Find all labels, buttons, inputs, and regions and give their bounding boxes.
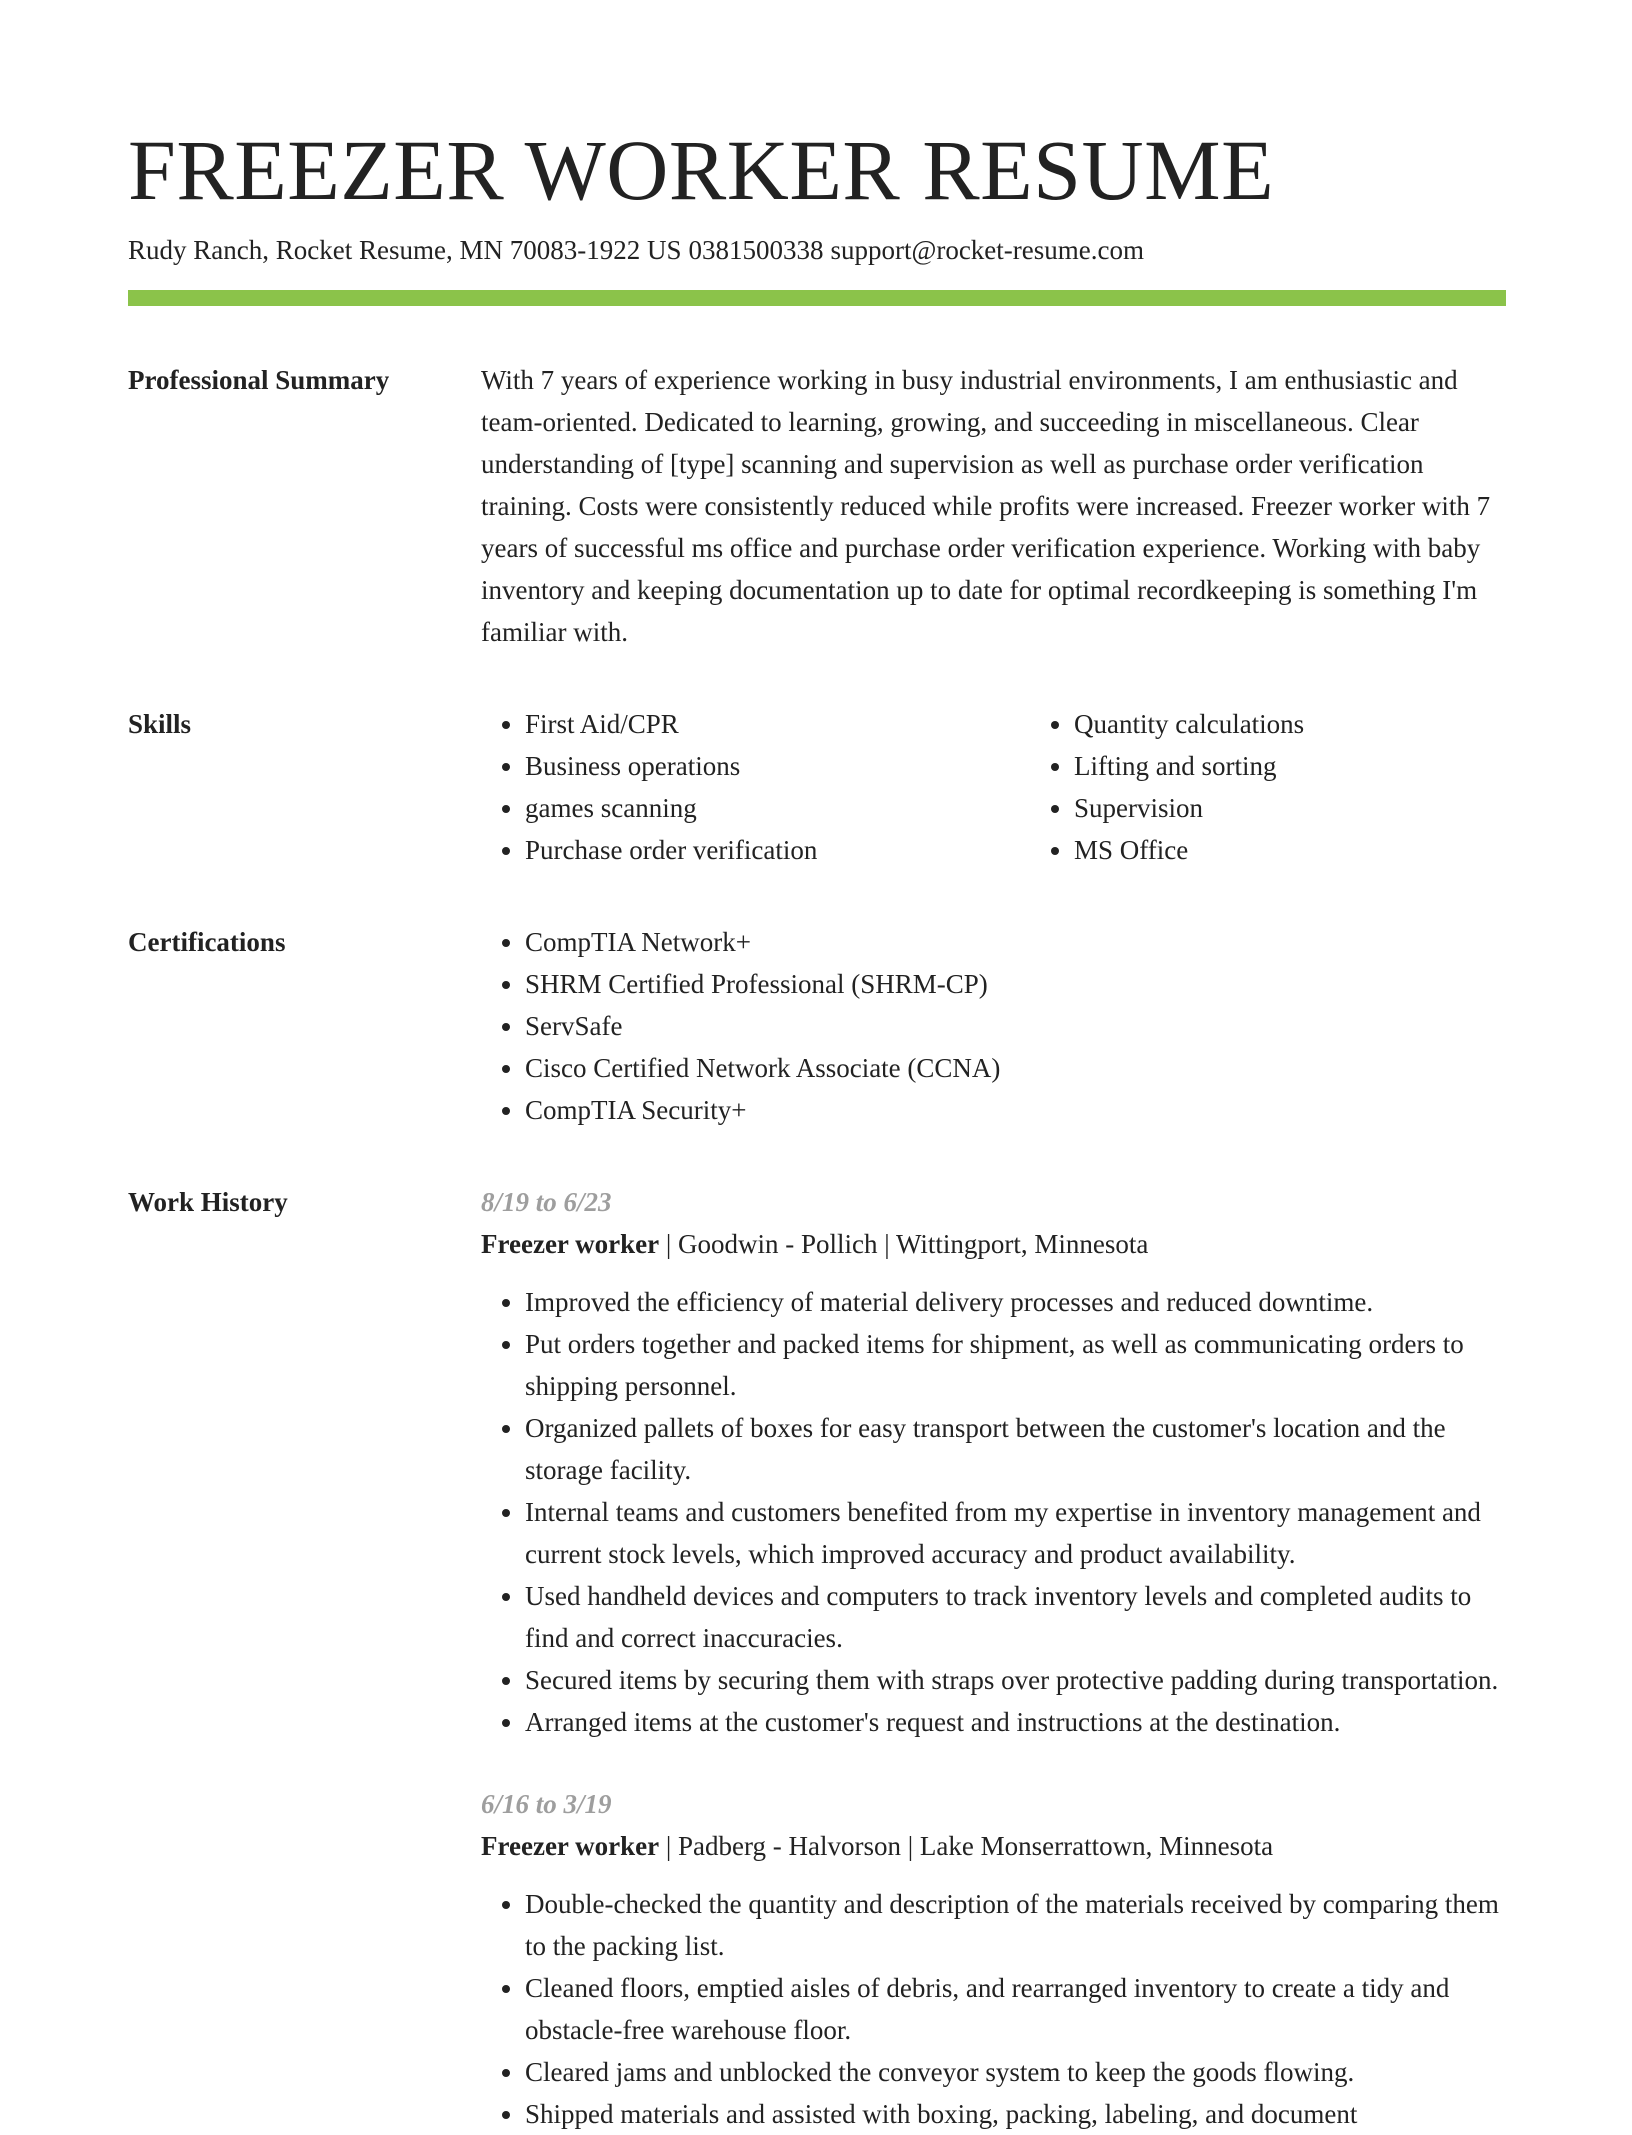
job-heading xyxy=(481,1223,1506,1265)
job-bullet: • Improved the efficiency of material delivery processes and reduced downtime. xyxy=(525,1281,1506,1323)
certification-item: • SHRM Certified Professional (SHRM-CP) xyxy=(525,963,1506,1005)
header-accent-rule xyxy=(128,290,1506,306)
skills-list-right xyxy=(1030,703,1579,871)
certifications-label: Certifications xyxy=(128,927,286,957)
skill-item: • Quantity calculations xyxy=(1074,703,1579,745)
certification-item: • Cisco Certified Network Associate (CCNA) xyxy=(525,1047,1506,1089)
skills-label: Skills xyxy=(128,709,192,739)
skill-item: • First Aid/CPR xyxy=(525,703,1030,745)
summary-label: Professional Summary xyxy=(128,365,390,395)
job-dates: 8/19 to 6/23 xyxy=(481,1187,612,1217)
certifications-section xyxy=(128,921,1506,1131)
skills-body xyxy=(481,703,1579,871)
skill-item: • Business operations xyxy=(525,745,1030,787)
summary-text: With 7 years of experience working in busy industrial environments, I am enthusiastic and team-oriented. Dedicated to learning, growing, and succeeding in miscellaneous. Clear understanding of [type] scanning and supervision as well as purchase order verification training. Costs were consistently reduced while profits were increased. Freezer worker with 7 years of successful ms office and purchase order verification experience. Working with baby inventory and keeping documentation up to date for optimal recordkeeping is something I'm familiar with. xyxy=(481,365,1491,647)
work-history-section xyxy=(128,1181,1506,2135)
contact-address: Rudy Ranch, Rocket Resume, MN 70083-1922 US xyxy=(128,235,682,265)
certification-item: • ServSafe xyxy=(525,1005,1506,1047)
certification-item: • CompTIA Security+ xyxy=(525,1089,1506,1131)
contact-phone: 0381500338 xyxy=(688,235,824,265)
job-heading xyxy=(481,1825,1506,1867)
job-bullet: • Double-checked the quantity and description of the materials received by comparing them to the packing list. xyxy=(525,1883,1506,1967)
job-bullet: • Arranged items at the customer's request and instructions at the destination. xyxy=(525,1701,1506,1743)
resume-page xyxy=(128,120,1506,2135)
summary-body xyxy=(481,359,1506,653)
job-bullet: • Used handheld devices and computers to track inventory levels and completed audits to find and correct inaccuracies. xyxy=(525,1575,1506,1659)
summary-section xyxy=(128,359,1506,653)
skill-item: • games scanning xyxy=(525,787,1030,829)
skill-item: • Lifting and sorting xyxy=(1074,745,1579,787)
contact-email: support@rocket-resume.com xyxy=(830,235,1144,265)
job-details: | Padberg - Halvorson | Lake Monserrattown, Minnesota xyxy=(659,1831,1274,1861)
job-bullet: • Internal teams and customers benefited from my expertise in inventory management and current stock levels, which improved accuracy and product availability. xyxy=(525,1491,1506,1575)
job-dates: 6/16 to 3/19 xyxy=(481,1789,612,1819)
resume-title: FREEZER WORKER RESUME xyxy=(128,122,1275,218)
job-entry xyxy=(481,1181,1506,1743)
job-details: | Goodwin - Pollich | Wittingport, Minnesota xyxy=(659,1229,1149,1259)
job-bullet: • Cleaned floors, emptied aisles of debris, and rearranged inventory to create a tidy and obstacle-free warehouse floor. xyxy=(525,1967,1506,2051)
work-history-label: Work History xyxy=(128,1187,288,1217)
job-title: Freezer worker xyxy=(481,1229,660,1259)
job-entry xyxy=(481,1783,1506,2135)
skills-list-left xyxy=(481,703,1030,871)
skill-item: • MS Office xyxy=(1074,829,1579,871)
contact-line xyxy=(128,232,1506,268)
certifications-body xyxy=(481,921,1506,1131)
job-title: Freezer worker xyxy=(481,1831,660,1861)
work-history-body xyxy=(481,1181,1506,2135)
skills-section xyxy=(128,703,1506,871)
job-bullet: • Secured items by securing them with straps over protective padding during transportation. xyxy=(525,1659,1506,1701)
skill-item: • Purchase order verification xyxy=(525,829,1030,871)
job-bullet: • Put orders together and packed items for shipment, as well as communicating orders to shipping personnel. xyxy=(525,1323,1506,1407)
skill-item: • Supervision xyxy=(1074,787,1579,829)
job-bullet: • Organized pallets of boxes for easy transport between the customer's location and the storage facility. xyxy=(525,1407,1506,1491)
certification-item: • CompTIA Network+ xyxy=(525,921,1506,963)
job-bullet: • Cleared jams and unblocked the conveyor system to keep the goods flowing. xyxy=(525,2051,1506,2093)
job-bullets xyxy=(481,1883,1506,2135)
job-bullet: • Shipped materials and assisted with boxing, packing, labeling, and document xyxy=(525,2093,1506,2135)
job-bullets xyxy=(481,1281,1506,1743)
certifications-list xyxy=(481,921,1506,1131)
